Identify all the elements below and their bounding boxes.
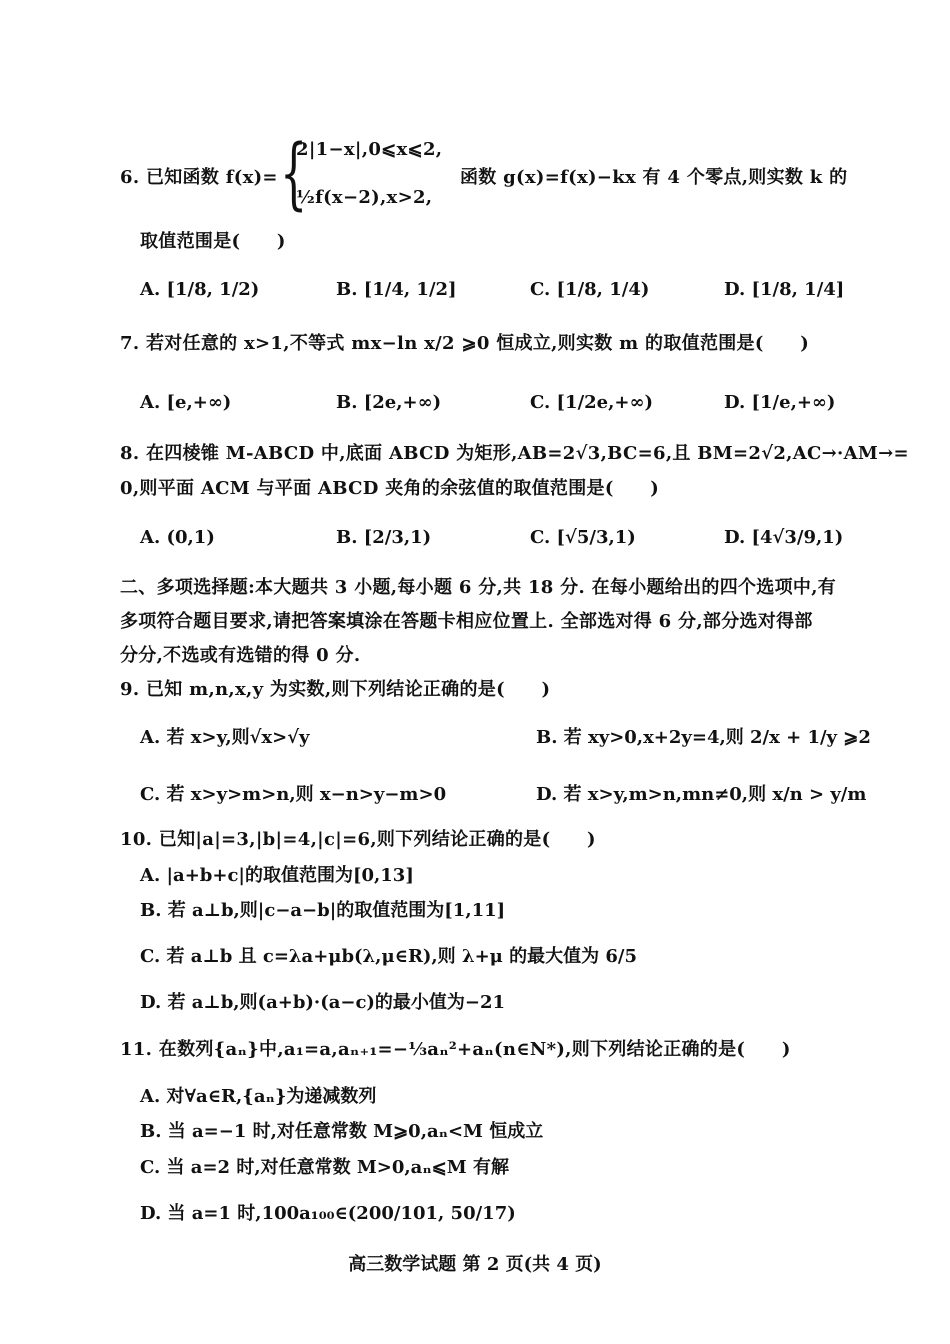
q8-option-b: B. [2/3,1) — [336, 527, 432, 548]
q8-stem-line2: 0,则平面 ACM 与平面 ABCD 夹角的余弦值的取值范围是( ) — [120, 478, 660, 499]
q8-stem-line1: 8. 在四棱锥 M-ABCD 中,底面 ABCD 为矩形,AB=2√3,BC=6,且 BM=2√2,AC→·AM→= — [120, 443, 909, 464]
q8-option-d: D. [4√3/9,1) — [724, 527, 844, 548]
q6-option-c: C. [1/8, 1/4) — [530, 279, 650, 300]
q10-option-c: C. 若 a⊥b 且 c=λa+μb(λ,μ∈R),则 λ+μ 的最大值为 6/5 — [140, 946, 637, 967]
q6-stem-start: 6. 已知函数 f(x)= — [120, 167, 278, 188]
q10-option-b: B. 若 a⊥b,则|c−a−b|的取值范围为[1,11] — [140, 900, 506, 921]
q6-case-2: ½f(x−2),x>2, — [296, 187, 433, 208]
q8-option-a: A. (0,1) — [140, 527, 215, 548]
q6-stem-line2: 取值范围是( ) — [140, 231, 286, 252]
q7-option-c: C. [1/2e,+∞) — [530, 392, 653, 413]
q10-stem: 10. 已知|a|=3,|b|=4,|c|=6,则下列结论正确的是( ) — [120, 829, 596, 850]
q7-option-b: B. [2e,+∞) — [336, 392, 442, 413]
q11-option-d: D. 当 a=1 时,100a₁₀₀∈(200/101, 50/17) — [140, 1203, 516, 1224]
q11-option-a: A. 对∀a∈R,{aₙ}为递减数列 — [140, 1086, 377, 1107]
q6-option-a: A. [1/8, 1/2) — [140, 279, 260, 300]
page-footer: 高三数学试题 第 2 页(共 4 页) — [348, 1254, 602, 1275]
q11-option-b: B. 当 a=−1 时,对任意常数 M⩾0,aₙ<M 恒成立 — [140, 1121, 544, 1142]
q11-option-c: C. 当 a=2 时,对任意常数 M>0,aₙ⩽M 有解 — [140, 1157, 509, 1178]
q8-option-c: C. [√5/3,1) — [530, 527, 636, 548]
q9-option-b: B. 若 xy>0,x+2y=4,则 2/x + 1/y ⩾2 — [536, 727, 871, 748]
q11-stem: 11. 在数列{aₙ}中,a₁=a,aₙ₊₁=−⅓aₙ²+aₙ(n∈N*),则下列结论正确的是( ) — [120, 1039, 791, 1060]
q10-option-a: A. |a+b+c|的取值范围为[0,13] — [140, 865, 414, 886]
piecewise-brace: { — [280, 129, 308, 219]
q6-option-d: D. [1/8, 1/4] — [724, 279, 845, 300]
q9-option-d: D. 若 x>y,m>n,mn≠0,则 x/n > y/m — [536, 784, 867, 805]
section2-line3: 分分,不选或有选错的得 0 分. — [120, 645, 361, 666]
q6-option-b: B. [1/4, 1/2] — [336, 279, 457, 300]
q7-stem: 7. 若对任意的 x>1,不等式 mx−ln x/2 ⩾0 恒成立,则实数 m 的取值范围是( ) — [120, 333, 810, 354]
q7-option-d: D. [1/e,+∞) — [724, 392, 836, 413]
section2-line2: 多项符合题目要求,请把答案填涂在答题卡相应位置上. 全部选对得 6 分,部分选对得部 — [120, 611, 813, 632]
q6-case-1: 2|1−x|,0⩽x⩽2, — [296, 139, 443, 160]
q7-option-a: A. [e,+∞) — [140, 392, 232, 413]
q10-option-d: D. 若 a⊥b,则(a+b)·(a−c)的最小值为−21 — [140, 992, 506, 1013]
q9-option-c: C. 若 x>y>m>n,则 x−n>y−m>0 — [140, 784, 447, 805]
section2-line1: 二、多项选择题:本大题共 3 小题,每小题 6 分,共 18 分. 在每小题给出的四个选项中,有 — [120, 577, 837, 598]
q9-option-a: A. 若 x>y,则√x>√y — [140, 727, 310, 748]
q9-stem: 9. 已知 m,n,x,y 为实数,则下列结论正确的是( ) — [120, 679, 551, 700]
q6-stem-end: 函数 g(x)=f(x)−kx 有 4 个零点,则实数 k 的 — [460, 167, 848, 188]
